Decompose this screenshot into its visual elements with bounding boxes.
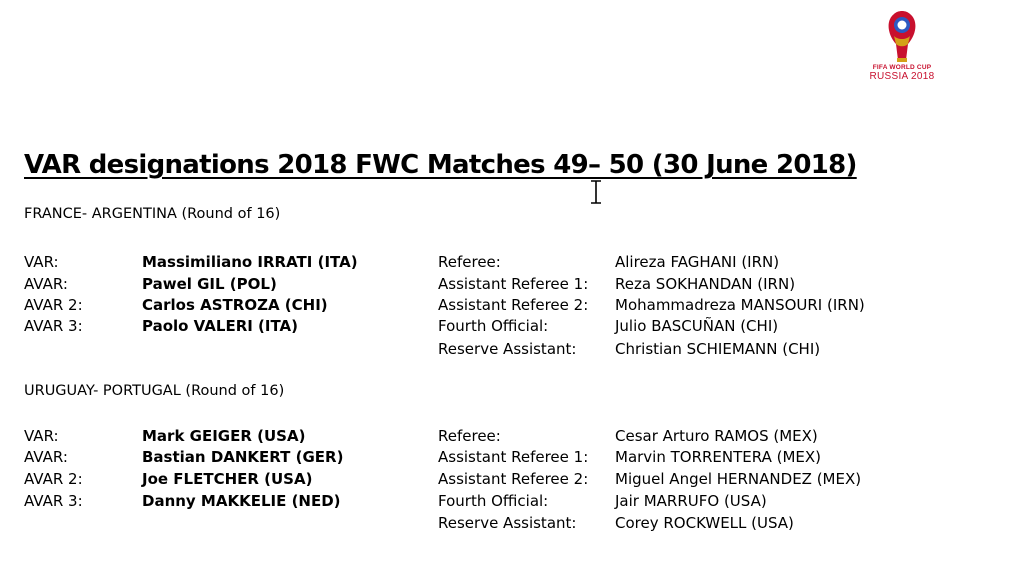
var-official-name: Danny MAKKELIE (NED)	[142, 492, 341, 510]
table-row	[0, 427, 1024, 449]
var-role-label: AVAR:	[24, 448, 68, 466]
official-role-label: Assistant Referee 1:	[438, 275, 589, 293]
var-official-name: Pawel GIL (POL)	[142, 275, 277, 293]
world-cup-trophy-icon	[860, 10, 944, 66]
var-role-label: AVAR 3:	[24, 317, 83, 335]
official-name: Corey ROCKWELL (USA)	[615, 514, 794, 532]
var-official-name: Carlos ASTROZA (CHI)	[142, 296, 328, 314]
table-row	[0, 514, 1024, 536]
var-official-name: Massimiliano IRRATI (ITA)	[142, 253, 358, 271]
official-name: Cesar Arturo RAMOS (MEX)	[615, 427, 818, 445]
var-role-label: AVAR 2:	[24, 296, 83, 314]
official-role-label: Referee:	[438, 253, 501, 271]
page-title: VAR designations 2018 FWC Matches 49– 50 (30 June 2018)	[24, 150, 857, 180]
official-role-label: Reserve Assistant:	[438, 514, 577, 532]
official-role-label: Reserve Assistant:	[438, 340, 577, 358]
official-role-label: Assistant Referee 2:	[438, 296, 589, 314]
var-official-name: Bastian DANKERT (GER)	[142, 448, 344, 466]
logo-tagline: FIFA WORLD CUP	[872, 64, 932, 71]
official-name: Miguel Angel HERNANDEZ (MEX)	[615, 470, 862, 488]
var-official-name: Mark GEIGER (USA)	[142, 427, 306, 445]
official-role-label: Fourth Official:	[438, 317, 549, 335]
var-role-label: AVAR 3:	[24, 492, 83, 510]
table-row	[0, 470, 1024, 492]
official-name: Jair MARRUFO (USA)	[615, 492, 767, 510]
official-name: Mohammadreza MANSOURI (IRN)	[615, 296, 865, 314]
fifa-world-cup-logo	[860, 10, 944, 82]
table-row	[0, 340, 1024, 362]
official-role-label: Assistant Referee 1:	[438, 448, 589, 466]
table-row	[0, 253, 1024, 275]
var-role-label: AVAR 2:	[24, 470, 83, 488]
var-role-label: AVAR:	[24, 275, 68, 293]
var-role-label: VAR:	[24, 427, 59, 445]
official-role-label: Assistant Referee 2:	[438, 470, 589, 488]
table-row	[0, 317, 1024, 339]
logo-wordmark: RUSSIA 2018	[869, 71, 935, 82]
official-name: Christian SCHIEMANN (CHI)	[615, 340, 821, 358]
official-name: Julio BASCUÑAN (CHI)	[615, 317, 779, 335]
match-heading: URUGUAY- PORTUGAL (Round of 16)	[24, 383, 285, 399]
var-role-label: VAR:	[24, 253, 59, 271]
table-row	[0, 275, 1024, 297]
official-role-label: Referee:	[438, 427, 501, 445]
table-row	[0, 448, 1024, 470]
official-role-label: Fourth Official:	[438, 492, 549, 510]
match-heading: FRANCE- ARGENTINA (Round of 16)	[24, 206, 281, 222]
table-row	[0, 492, 1024, 514]
table-row	[0, 296, 1024, 318]
var-official-name: Paolo VALERI (ITA)	[142, 317, 299, 335]
official-name: Reza SOKHANDAN (IRN)	[615, 275, 796, 293]
official-name: Marvin TORRENTERA (MEX)	[615, 448, 822, 466]
var-official-name: Joe FLETCHER (USA)	[142, 470, 313, 488]
official-name: Alireza FAGHANI (IRN)	[615, 253, 780, 271]
text-cursor-icon	[589, 180, 603, 204]
